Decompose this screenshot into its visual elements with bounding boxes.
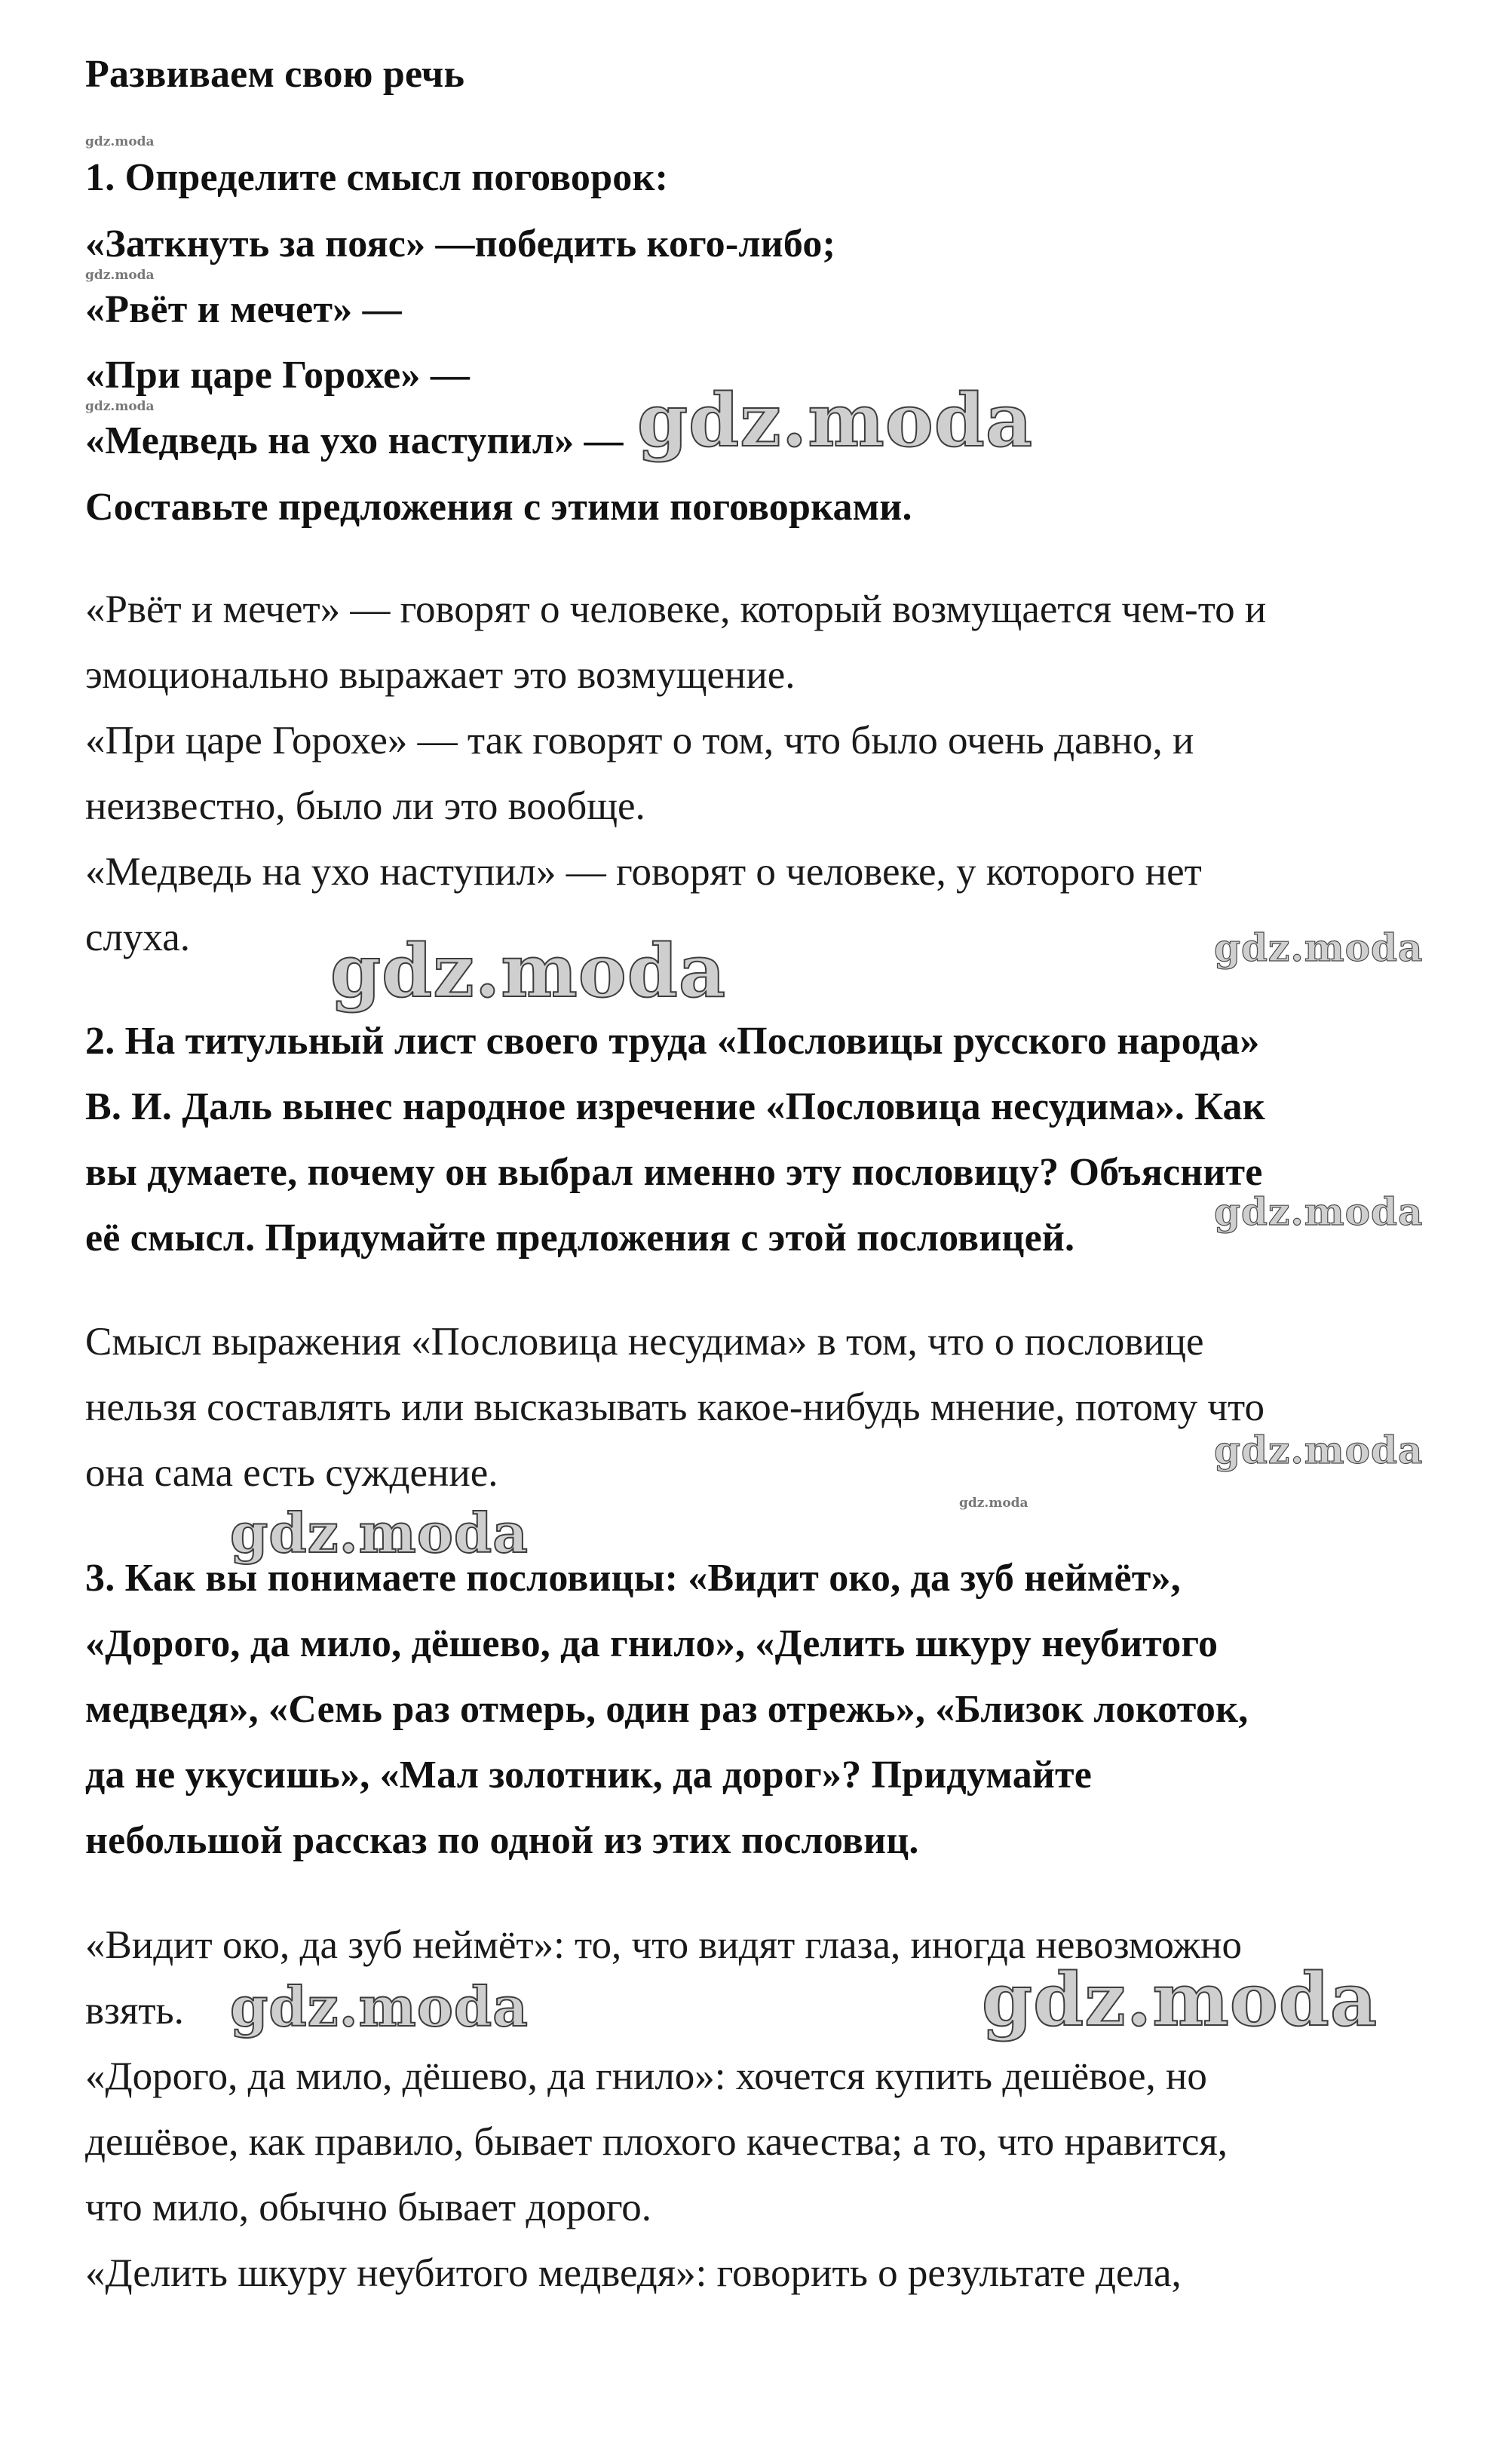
watermark: gdz.moda (230, 1975, 529, 2039)
watermark: gdz.moda (85, 399, 155, 414)
task1-answer-line: «При царе Горохе» — так говорят о том, что было очень давно, и (85, 719, 1194, 763)
watermark: gdz.moda (637, 378, 1034, 463)
task1-answer-line: неизвестно, было ли это вообще. (85, 784, 645, 828)
task2-question-line: В. И. Даль вынес народное изречение «Пословица несудима». Как (85, 1085, 1265, 1128)
task3-answer-line: «Делить шкуру неубитого медведя»: говорить о результате дела, (85, 2251, 1182, 2295)
task2-answer-line: она сама есть суждение. (85, 1451, 498, 1495)
task1-question-line: «Рвёт и мечет» — (85, 288, 402, 331)
watermark: gdz.moda (85, 134, 155, 149)
task1-question-line: Составьте предложения с этими поговорками. (85, 486, 912, 529)
watermark: gdz.moda (1214, 1428, 1424, 1472)
task2-question-line: 2. На титульный лист своего труда «Пословицы русского народа» (85, 1020, 1260, 1063)
watermark: gdz.moda (85, 268, 155, 283)
task2-question-line: вы думаете, почему он выбрал именно эту пословицу? Объясните (85, 1151, 1263, 1194)
task3-question-line: небольшой рассказ по одной из этих пословиц. (85, 1819, 919, 1862)
task3-answer-line: «Дорого, да мило, дёшево, да гнило»: хочется купить дешёвое, но (85, 2054, 1207, 2098)
task1-question-line: «Медведь на ухо наступил» — (85, 419, 624, 462)
watermark: gdz.moda (230, 1501, 529, 1565)
task3-question-line: «Дорого, да мило, дёшево, да гнило», «Делить шкуру неубитого (85, 1622, 1219, 1665)
task3-answer-line: дешёвое, как правило, бывает плохого качества; а то, что нравится, (85, 2120, 1228, 2164)
task1-question-line: «При царе Горохе» — (85, 354, 471, 397)
task2-answer-line: Смысл выражения «Пословица несудима» в том, что о пословице (85, 1320, 1204, 1364)
task1-question-line: «Заткнуть за пояс» —победить кого-либо; (85, 222, 836, 265)
task2-answer-line: нельзя составлять или высказывать какое-нибудь мнение, потому что (85, 1385, 1265, 1429)
task3-answer-line: взять. (85, 1989, 184, 2033)
task2-question-line: её смысл. Придумайте предложения с этой пословицей. (85, 1217, 1075, 1260)
task1-answer-line: «Медведь на ухо наступил» — говорят о человеке, у которого нет (85, 850, 1202, 894)
task3-question-line: да не укусишь», «Мал золотник, да дорог»? Придумайте (85, 1754, 1093, 1797)
watermark: gdz.moda (1214, 1189, 1424, 1234)
watermark: gdz.moda (1214, 925, 1424, 970)
task3-question-line: 3. Как вы понимаете пословицы: «Видит око, да зуб неймёт», (85, 1557, 1181, 1600)
watermark: gdz.moda (330, 928, 727, 1014)
task1-answer-line: «Рвёт и мечет» — говорят о человеке, который возмущается чем-то и (85, 588, 1267, 631)
task1-answer-line: слуха. (85, 916, 191, 959)
page-heading: Развиваем свою речь (85, 53, 465, 96)
task3-answer-line: что мило, обычно бывает дорого. (85, 2186, 652, 2229)
task3-question-line: медведя», «Семь раз отмерь, один раз отрежь», «Близок локоток, (85, 1688, 1249, 1731)
watermark: gdz.moda (982, 1957, 1378, 2042)
task1-question-line: 1. Определите смысл поговорок: (85, 156, 669, 199)
task3-answer-line: «Видит око, да зуб неймёт»: то, что видят глаза, иногда невозможно (85, 1923, 1242, 1967)
task1-answer-line: эмоционально выражает это возмущение. (85, 653, 796, 697)
watermark: gdz.moda (959, 1496, 1028, 1511)
